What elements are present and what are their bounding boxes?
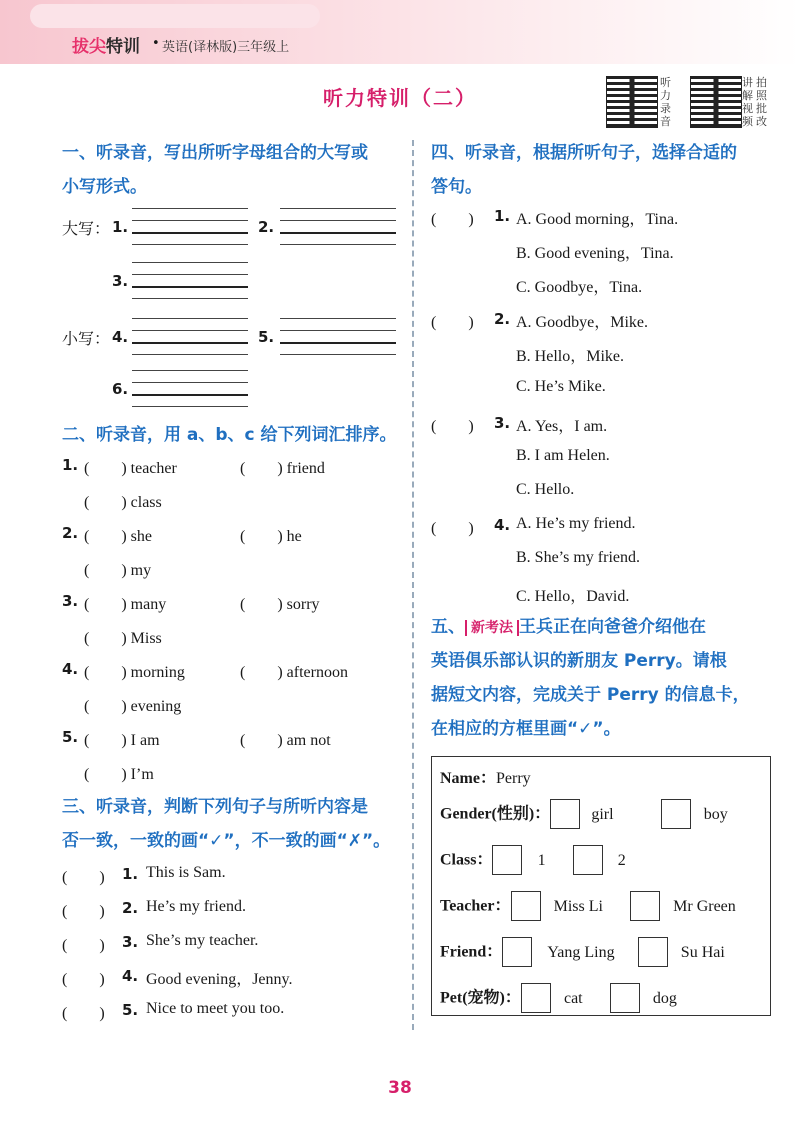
answer-bracket[interactable]: ( ): [431, 418, 474, 435]
teacher-row: Teacher： Miss Li Mr Green: [440, 891, 736, 921]
new-method-tag: 新考法: [465, 620, 519, 636]
item-number: 2.: [62, 524, 79, 542]
qr-caption-video: 讲解视频: [742, 76, 753, 128]
answer-bracket[interactable]: ( ): [62, 1005, 105, 1022]
word-blank[interactable]: ( ) Miss: [84, 630, 162, 647]
writing-line[interactable]: [132, 330, 248, 331]
checkbox[interactable]: [521, 983, 551, 1013]
checkbox[interactable]: [573, 845, 603, 875]
gender-row: Gender(性别)： girl boy: [440, 799, 728, 829]
name-value: Perry: [496, 770, 531, 787]
checkbox[interactable]: [511, 891, 541, 921]
writing-line[interactable]: [132, 274, 248, 275]
answer-bracket[interactable]: ( ): [62, 971, 105, 988]
pet-row: Pet(宠物)： cat dog: [440, 983, 677, 1013]
sentence-text: He’s my friend.: [146, 898, 246, 915]
word-blank[interactable]: ( ) I’m: [84, 766, 154, 783]
section5-line3: 据短文内容，完成关于 Perry 的信息卡，: [431, 685, 750, 705]
item-number: 3.: [62, 592, 79, 610]
option-a: A. Yes，I am.: [516, 418, 608, 435]
writing-line[interactable]: [132, 244, 248, 245]
section4-title: 四、听录音，根据所听句子，选择合适的: [431, 143, 737, 163]
item-number: 5.: [258, 328, 275, 346]
section5-line2: 英语俱乐部认识的新朋友 Perry。请根: [431, 651, 727, 671]
word-blank[interactable]: ( ) I am: [84, 732, 160, 749]
writing-line[interactable]: [280, 244, 396, 245]
word-blank[interactable]: ( ) afternoon: [240, 664, 348, 681]
word-blank[interactable]: ( ) evening: [84, 698, 182, 715]
item-number: 3.: [494, 414, 511, 432]
option-c: C. He’s Mike.: [516, 378, 606, 395]
info-card: [431, 756, 771, 1016]
section3-title-cont: 否一致，一致的画“✓”，不一致的画“✗”。: [62, 831, 391, 851]
word-blank[interactable]: ( ) my: [84, 562, 152, 579]
item-number: 1.: [112, 218, 129, 236]
option-c: C. Goodbye，Tina.: [516, 279, 643, 296]
word-blank[interactable]: ( ) friend: [240, 460, 325, 477]
subject-label: 英语(译林版)三年级上: [162, 40, 290, 55]
qr-caption-audio: 听力录音: [660, 76, 671, 128]
sentence-text: This is Sam.: [146, 864, 226, 881]
answer-bracket[interactable]: ( ): [431, 211, 474, 228]
checkbox[interactable]: [550, 799, 580, 829]
column-divider: [412, 140, 414, 1030]
checkbox[interactable]: [638, 937, 668, 967]
writing-line[interactable]: [132, 286, 248, 288]
writing-line[interactable]: [280, 354, 396, 355]
item-number: 2.: [258, 218, 275, 236]
answer-bracket[interactable]: ( ): [62, 937, 105, 954]
item-number: 1.: [62, 456, 79, 474]
writing-line[interactable]: [280, 318, 396, 319]
sentence-text: Good evening，Jenny.: [146, 971, 293, 988]
option-c: C. Hello，David.: [516, 588, 630, 605]
header-decoration: [30, 4, 320, 28]
writing-line[interactable]: [132, 318, 248, 319]
section4-title-cont: 答句。: [431, 177, 482, 197]
writing-line[interactable]: [132, 382, 248, 383]
answer-bracket[interactable]: ( ): [62, 869, 105, 886]
option-c: C. Hello.: [516, 481, 575, 498]
option-b: B. She’s my friend.: [516, 549, 640, 566]
section1-title: 一、听录音，写出所听字母组合的大写或: [62, 143, 368, 163]
section3-title: 三、听录音，判断下列句子与所听内容是: [62, 797, 368, 817]
word-blank[interactable]: ( ) class: [84, 494, 162, 511]
item-number: 4.: [494, 516, 511, 534]
writing-line[interactable]: [280, 330, 396, 331]
option-a: A. Good morning，Tina.: [516, 211, 679, 228]
checkbox[interactable]: [661, 799, 691, 829]
lowercase-label: 小写：: [62, 329, 111, 348]
option-a: A. He’s my friend.: [516, 515, 636, 532]
item-number: 5.: [122, 1001, 139, 1019]
section2-title: 二、听录音，用 a、b、c 给下列词汇排序。: [62, 425, 397, 445]
checkbox[interactable]: [610, 983, 640, 1013]
writing-line[interactable]: [280, 208, 396, 209]
word-blank[interactable]: ( ) teacher: [84, 460, 177, 477]
item-number: 3.: [112, 272, 129, 290]
item-number: 4.: [122, 967, 139, 985]
word-blank[interactable]: ( ) she: [84, 528, 152, 545]
word-blank[interactable]: ( ) many: [84, 596, 167, 613]
option-b: B. I am Helen.: [516, 447, 610, 464]
item-number: 1.: [122, 865, 139, 883]
item-number: 4.: [62, 660, 79, 678]
qr-code-audio[interactable]: [606, 76, 658, 128]
writing-line[interactable]: [280, 232, 396, 234]
answer-bracket[interactable]: ( ): [431, 314, 474, 331]
writing-line[interactable]: [132, 208, 248, 209]
word-blank[interactable]: ( ) am not: [240, 732, 331, 749]
writing-line[interactable]: [132, 394, 248, 396]
sentence-text: Nice to meet you too.: [146, 1000, 285, 1017]
qr-caption-grading: 拍照批改: [756, 76, 767, 128]
class-row: Class： 1 2: [440, 845, 626, 875]
sentence-text: She’s my teacher.: [146, 932, 259, 949]
section5-line4: 在相应的方框里画“✓”。: [431, 719, 621, 739]
option-b: B. Good evening，Tina.: [516, 245, 674, 262]
option-b: B. Hello，Mike.: [516, 348, 624, 365]
checkbox[interactable]: [630, 891, 660, 921]
item-number: 2.: [494, 310, 511, 328]
writing-line[interactable]: [132, 220, 248, 221]
page-title: 听力特训（二）: [323, 86, 477, 110]
writing-line[interactable]: [132, 298, 248, 299]
checkbox[interactable]: [492, 845, 522, 875]
writing-line[interactable]: [132, 406, 248, 407]
writing-line[interactable]: [132, 342, 248, 344]
option-a: A. Goodbye，Mike.: [516, 314, 648, 331]
header-dot: •: [152, 36, 160, 51]
item-number: 3.: [122, 933, 139, 951]
writing-line[interactable]: [280, 220, 396, 221]
item-number: 6.: [112, 380, 129, 398]
writing-line[interactable]: [132, 262, 248, 263]
brand-logo: 拔尖特训: [72, 37, 140, 57]
qr-code-video[interactable]: [690, 76, 742, 128]
writing-line[interactable]: [132, 370, 248, 371]
writing-line[interactable]: [280, 342, 396, 344]
word-blank[interactable]: ( ) he: [240, 528, 302, 545]
item-number: 5.: [62, 728, 79, 746]
item-number: 1.: [494, 207, 511, 225]
page-number: 38: [388, 1078, 412, 1098]
friend-row: Friend： Yang Ling Su Hai: [440, 937, 725, 967]
name-row: Name：Perry: [440, 770, 531, 787]
writing-line[interactable]: [132, 232, 248, 234]
word-blank[interactable]: ( ) morning: [84, 664, 185, 681]
word-blank[interactable]: ( ) sorry: [240, 596, 320, 613]
writing-line[interactable]: [132, 354, 248, 355]
item-number: 4.: [112, 328, 129, 346]
uppercase-label: 大写：: [62, 219, 111, 238]
section1-title-cont: 小写形式。: [62, 177, 147, 197]
item-number: 2.: [122, 899, 139, 917]
checkbox[interactable]: [502, 937, 532, 967]
answer-bracket[interactable]: ( ): [431, 520, 474, 537]
section5-title: 五、 新考法 王兵正在向爸爸介绍他在: [431, 617, 706, 637]
answer-bracket[interactable]: ( ): [62, 903, 105, 920]
